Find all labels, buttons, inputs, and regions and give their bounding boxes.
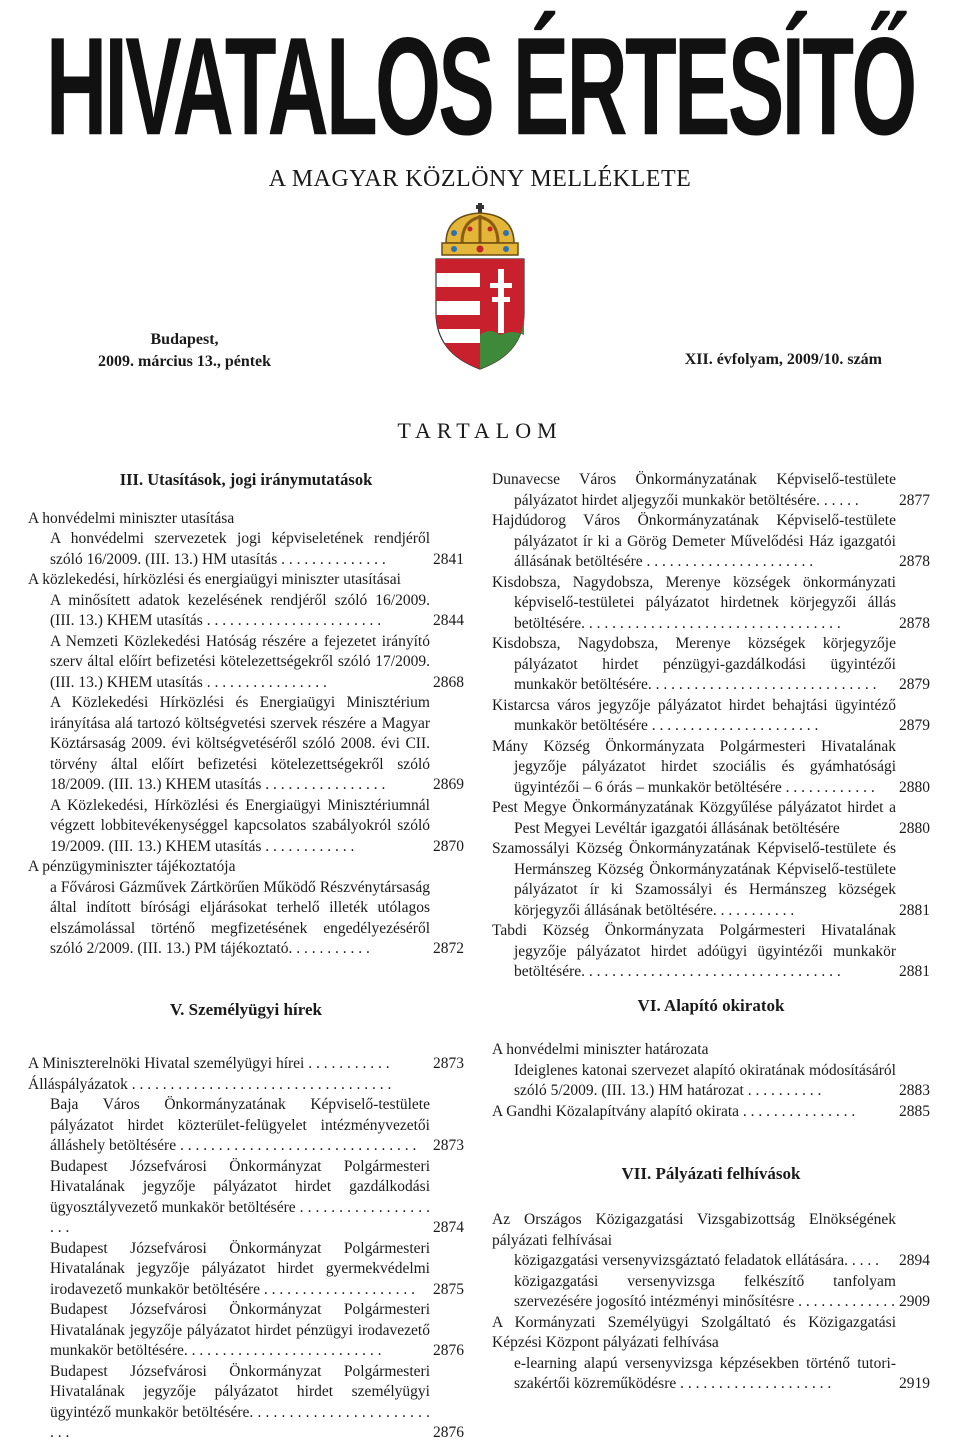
issue-place: Budapest,: [150, 331, 219, 348]
toc-entry[interactable]: A Gandhi Közalapítvány alapító okirata . . . . . . . . . . . . . . . 2885: [492, 1102, 930, 1120]
toc-entry[interactable]: A Nemzeti Közlekedési Hatóság részére a fejezetet irányító szerv által előírt befizetési kötelezettségekről szóló 17/2009. (III. 13.) KHEM utasítás . . . . . . . . . . . . . . . . 2868: [50, 632, 464, 691]
section-heading: VII. Pályázati felhívások: [621, 1164, 801, 1183]
toc-entry[interactable]: A honvédelmi szervezetek jogi képviseletének rendjéről szóló 16/2009. (III. 13.) HM utasítás . . . . . . . . . . . . . . 2841: [50, 530, 464, 568]
toc-entry[interactable]: Tabdi Község Önkormányzata Polgármesteri Hivatalának jegyzője pályázatot hirdet adóügyi ügyintézői munkakör betöltésére. . . . . . . . . . . . . . . . . . . . . . . . . . . . . . . . . . 2881: [492, 922, 930, 980]
toc-entry[interactable]: A közlekedési, hírközlési és energiaügyi miniszter utasításai: [28, 571, 401, 588]
toc-entry[interactable]: e-learning alapú versenyvizsga képzésekben történő tutori-szakértői közreműködésre . . . . . . . . . . . . . . . . . . . . 2919: [514, 1354, 930, 1392]
toc-entry[interactable]: Hajdúdorog Város Önkormányzatának Képviselő-testülete pályázatot ír ki a Görög Demeter Művelődési Ház igazgatói állásának betöltésére . . . . . . . . . . . . . . . . . . . . . . 2878: [492, 512, 930, 570]
section-heading: V. Személyügyi hírek: [170, 1000, 322, 1019]
toc-entry[interactable]: Budapest Józsefvárosi Önkormányzat Polgármesteri Hivatalának jegyzője pályázatot hirdet pénzügyi irodavezető munkakör betöltésére. . . . . . . . . . . . . . . . . . . . . . . . . . 2876: [50, 1301, 464, 1359]
toc-entry[interactable]: Kisdobsza, Nagydobsza, Merenye községek önkormányzati képviselő-testületei pályázatot hirdetnek körjegyzői állás betöltésére. . . . . . . . . . . . . . . . . . . . . . . . . . . . . . . . . . 2878: [492, 573, 930, 632]
publication-title: HIVATALOS ÉRTESÍTŐ: [45, 9, 915, 165]
toc-entry[interactable]: Mány Község Önkormányzata Polgármesteri Hivatalának jegyzője pályázatot hirdet szociális és gyámhatósági ügyintézői – 6 órás – munkakör betöltésére . . . . . . . . . . . . 2880: [492, 737, 930, 796]
publication-subtitle: A MAGYAR KÖZLÖNY MELLÉKLETE: [268, 166, 692, 192]
section-vii: [492, 1210, 930, 1395]
toc-entry[interactable]: Kisdobsza, Nagydobsza, Merenye községek körjegyzője pályázatot hirdet pénzügyi-gazdálkodási ügyintézői munkakör betöltésére. . . . . . . . . . . . . . . . . . . . . . . . . . . . . . 2879: [492, 635, 930, 693]
toc-title: TARTALOM: [397, 418, 563, 443]
toc-entry[interactable]: közigazgatási versenyvizsga felkészítő tanfolyam szervezésére jogosító intézményi minősítésre . . . . . . . . . . . . . 2909: [514, 1272, 930, 1310]
toc-entry[interactable]: Baja Város Önkormányzatának Képviselő-testülete pályázatot hirdet közterület-felügyelet intézményvezetői álláshely betöltésére . . . . . . . . . . . . . . . . . . . . . . . . . . . . . . . 2873: [50, 1096, 464, 1154]
toc-entry[interactable]: A Közlekedési, Hírközlési és Energiaügyi Minisztériumnál végzett lobbitevékenységgel kapcsolatos szabályokról szóló 19/2009. (III. 13.) KHEM utasítás . . . . . . . . . . . . 2870: [50, 796, 464, 855]
section-vi: [492, 1040, 930, 1122]
toc-entry[interactable]: Kistarcsa város jegyzője pályázatot hirdet behajtási ügyintéző munkakör betöltésére . . . . . . . . . . . . . . . . . . . . . . 2879: [492, 696, 930, 734]
toc-entry[interactable]: A Közlekedési Hírközlési és Energiaügyi Minisztérium irányítása alá tartozó költségvetési szervek részére a Magyar Köztársaság 2009. évi költségvetéséről szóló 2008. évi CII. törvény által előírt befizetési kötelezettségekről szóló 18/2009. (III. 13.) KHEM utasítás . . . . . . . . . . . . . . . . 2869: [50, 694, 464, 793]
toc-entry[interactable]: A pénzügyminiszter tájékoztatója: [28, 858, 236, 875]
toc-entry[interactable]: Pest Megye Önkormányzatának Közgyűlése pályázatot hirdet a Pest Megyei Levéltár igazgatói állásának betöltésére 2880: [492, 799, 930, 837]
toc-entry[interactable]: Álláspályázatok . . . . . . . . . . . . . . . . . . . . . . . . . . . . . . . . . .: [28, 1075, 392, 1093]
section-iii: [28, 470, 464, 960]
toc-entry[interactable]: Budapest Józsefvárosi Önkormányzat Polgármesteri Hivatalának jegyzője pályázatot hirdet gyermekvédelmi irodavezető munkakör betöltésére . . . . . . . . . . . . . . . . . . . . 2875: [50, 1239, 464, 1298]
toc-entry[interactable]: közigazgatási versenyvizsgáztató feladatok ellátására. . . . . 2894: [514, 1252, 930, 1269]
toc-entry[interactable]: Szamossályi Község Önkormányzatának Képviselő-testülete és Hermánszeg Község Önkormányzatának Képviselő-testülete pályázatot ír ki Szamossályi és Hermánszeg községek körjegyzői állásának betöltésére. . . . . . . . . . . 2881: [492, 840, 930, 919]
toc-entry[interactable]: Ideiglenes katonai szervezet alapító okiratának módosításáról szóló 5/2009. (III. 13.) HM határozat . . . . . . . . . . 2883: [514, 1061, 930, 1099]
issue-date-block: [98, 329, 271, 373]
section-heading: VI. Alapító okiratok: [637, 996, 785, 1015]
section-heading: III. Utasítások, jogi iránymutatások: [119, 470, 373, 489]
toc-entry[interactable]: A honvédelmi miniszter határozata: [492, 1041, 709, 1058]
issue-date: 2009. március 13., péntek: [98, 353, 272, 370]
toc-entry[interactable]: Dunavecse Város Önkormányzatának Képviselő-testülete pályázatot hirdet aljegyzői munkakör betöltésére. . . . . . 2877: [492, 471, 930, 509]
issue-edition: XII. évfolyam, 2009/10. szám: [684, 351, 882, 368]
toc-entry[interactable]: A Miniszterelnöki Hivatal személyügyi hírei . . . . . . . . . . . 2873: [28, 1055, 464, 1072]
toc-entry[interactable]: A honvédelmi miniszter utasítása: [28, 509, 235, 527]
masthead: [10, 9, 950, 165]
coat-of-arms-icon: [432, 203, 528, 371]
toc-entry[interactable]: a Fővárosi Gázművek Zártkörűen Működő Részvénytársaság által indított bírósági eljárásokat terhelő illeték utólagos elszámolással történő megfizetésének engedélyezéséről szóló 2/2009. (III. 13.) PM tájékoztató. . . . . . . . . . . 2872: [50, 878, 464, 957]
section-v: [28, 1054, 464, 1444]
toc-entry[interactable]: A Kormányzati Személyügyi Szolgáltató és Közigazgatási Képzési Központ pályázati felhívása: [492, 1313, 896, 1351]
toc-entry[interactable]: A minősített adatok kezelésének rendjéről szóló 16/2009. (III. 13.) KHEM utasítás . . . . . . . . . . . . . . . . . . . . . . . 2844: [50, 591, 464, 629]
toc-entry[interactable]: Az Országos Közigazgatási Vizsgabizottság Elnökségének pályázati felhívásai: [492, 1211, 896, 1249]
toc-entry[interactable]: Budapest Józsefvárosi Önkormányzat Polgármesteri Hivatalának jegyzője pályázatot hirdet személyügyi ügyintéző munkakör betöltésére. . . . . . . . . . . . . . . . . . . . . . . . . . 2876: [50, 1362, 464, 1441]
toc-entry[interactable]: Budapest Józsefvárosi Önkormányzat Polgármesteri Hivatalának jegyzője pályázatot hirdet gazdálkodási ügyosztályvezető munkakör betöltésére . . . . . . . . . . . . . . . . . . . . 2874: [50, 1157, 464, 1236]
section-iv-continued: [492, 470, 930, 983]
